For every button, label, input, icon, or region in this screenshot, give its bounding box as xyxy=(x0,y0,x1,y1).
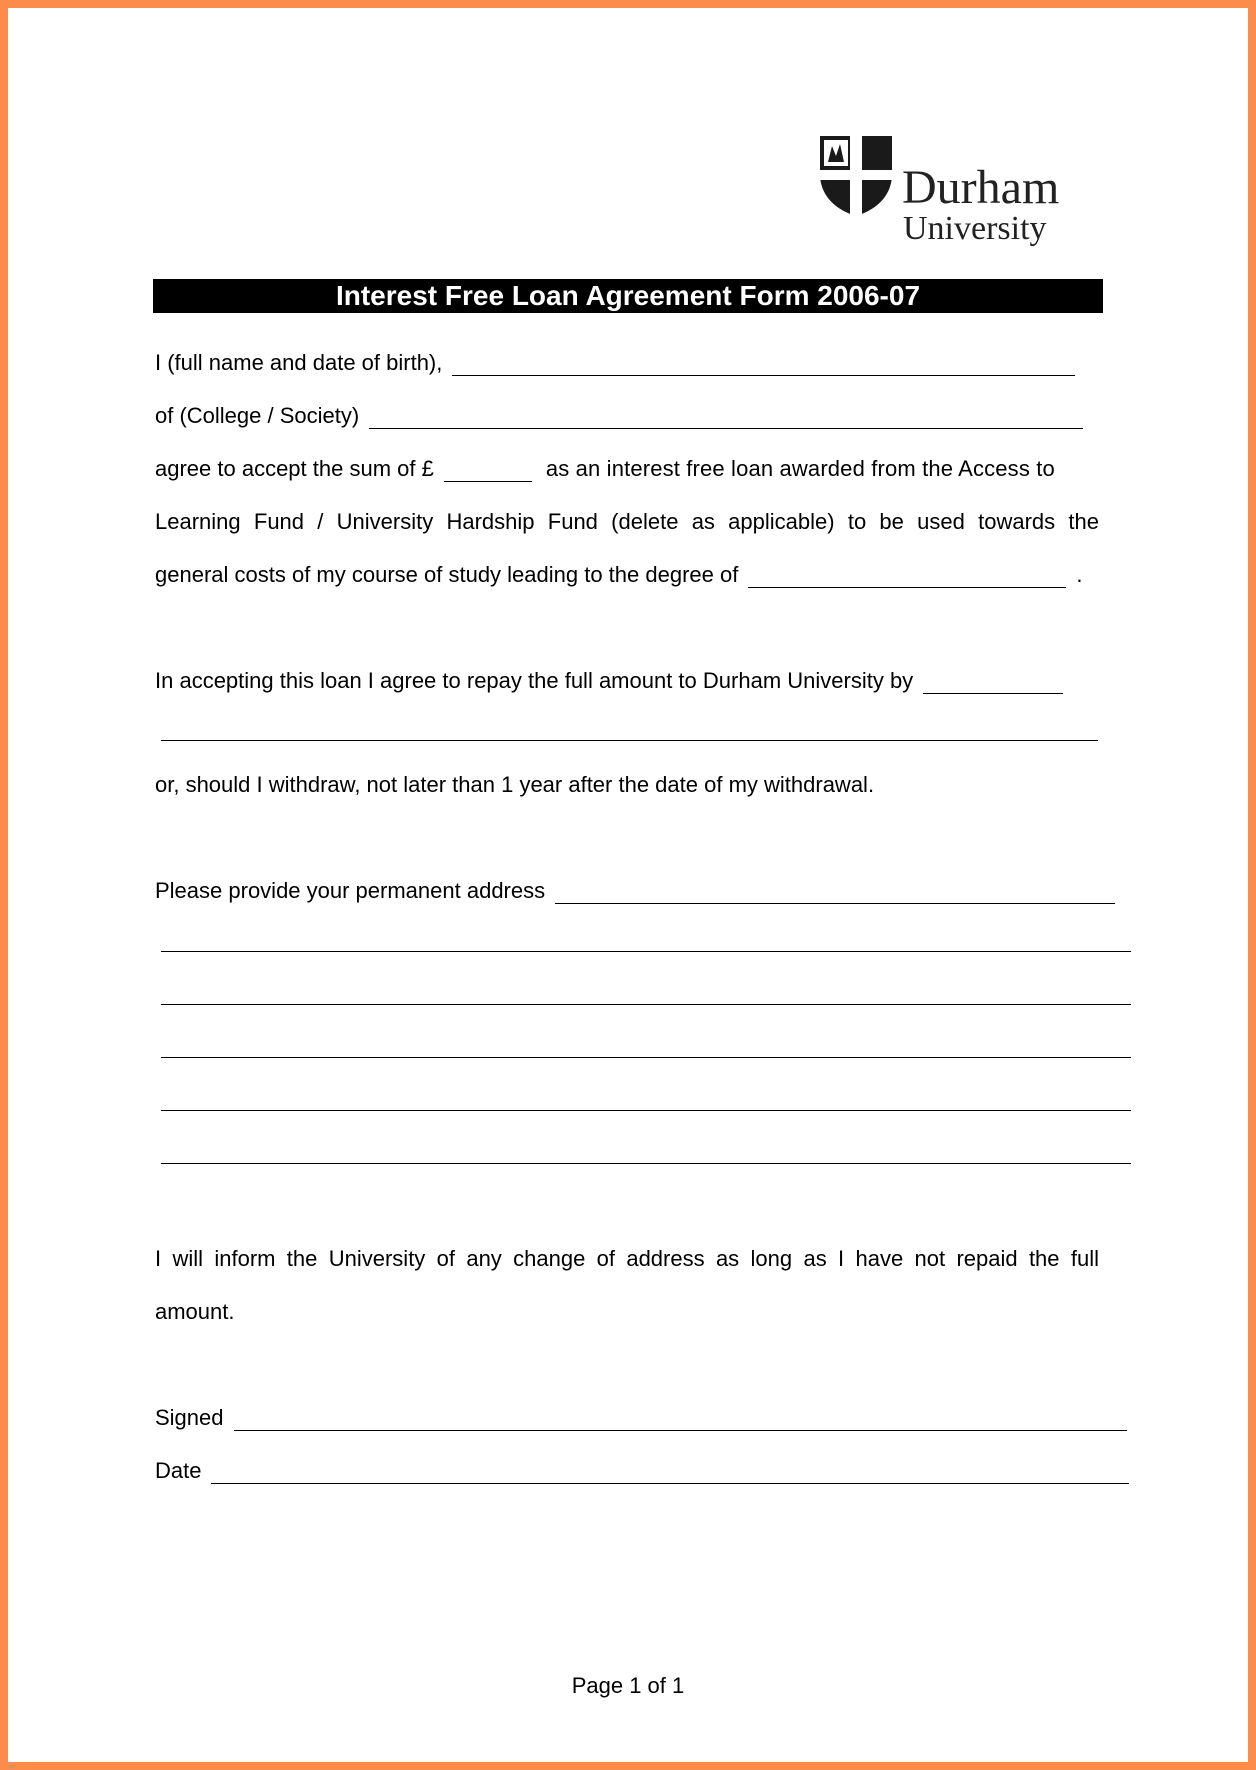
sum-field[interactable] xyxy=(444,461,532,482)
date-row xyxy=(155,1458,1129,1484)
college-row xyxy=(155,403,1083,429)
college-field[interactable] xyxy=(369,408,1083,429)
form-title: Interest Free Loan Agreement Form 2006-07 xyxy=(153,279,1103,313)
college-label: of (College / Society) xyxy=(155,403,360,428)
withdraw-label: or, should I withdraw, not later than 1 year after the date of my withdrawal. xyxy=(155,772,875,797)
form-page xyxy=(8,8,1248,1762)
sum-row xyxy=(155,456,1055,482)
address-field-6[interactable] xyxy=(161,1162,1131,1164)
sum-suffix-text: as an interest free loan awarded from the Access to xyxy=(545,456,1055,481)
degree-field[interactable] xyxy=(748,567,1066,588)
signature-field[interactable] xyxy=(234,1410,1127,1431)
degree-end: . xyxy=(1076,562,1083,587)
repay-row xyxy=(155,668,1063,694)
address-label: Please provide your permanent address xyxy=(155,878,546,903)
signed-label: Signed xyxy=(155,1405,224,1430)
address-field-2[interactable] xyxy=(161,950,1131,952)
fund-text: Learning Fund / University Hardship Fund (delete as applicable) to be used towards the xyxy=(155,509,1099,534)
name-dob-field[interactable] xyxy=(452,355,1075,376)
address-field-1[interactable] xyxy=(555,883,1115,904)
logo-name: Durham xyxy=(902,161,1060,214)
degree-label: general costs of my course of study leading to the degree of xyxy=(155,562,739,587)
date-field[interactable] xyxy=(211,1463,1129,1484)
page-number: Page 1 of 1 xyxy=(571,1673,685,1698)
repay-date-field-line2[interactable] xyxy=(161,739,1098,741)
degree-row xyxy=(155,562,1082,588)
inform-text-2: amount. xyxy=(155,1299,235,1324)
address-row xyxy=(155,878,1115,904)
name-dob-label: I (full name and date of birth), xyxy=(155,350,443,375)
address-field-3[interactable] xyxy=(161,1003,1131,1005)
address-field-4[interactable] xyxy=(161,1056,1131,1058)
inform-text-1: I will inform the University of any change of address as long as I have not repaid the full xyxy=(155,1246,1099,1271)
date-label: Date xyxy=(155,1458,202,1483)
repay-date-field[interactable] xyxy=(923,673,1063,694)
name-dob-row xyxy=(155,350,1075,376)
sum-label: agree to accept the sum of £ xyxy=(155,456,434,481)
address-field-5[interactable] xyxy=(161,1109,1131,1111)
inform-text-2-row xyxy=(155,1299,235,1325)
durham-university-logo xyxy=(818,126,1108,256)
signed-row xyxy=(155,1405,1127,1431)
crest-shield-icon xyxy=(818,134,894,218)
withdraw-text xyxy=(155,772,874,798)
logo-subname: University xyxy=(903,210,1047,247)
repay-label: In accepting this loan I agree to repay the full amount to Durham University by xyxy=(155,668,914,693)
